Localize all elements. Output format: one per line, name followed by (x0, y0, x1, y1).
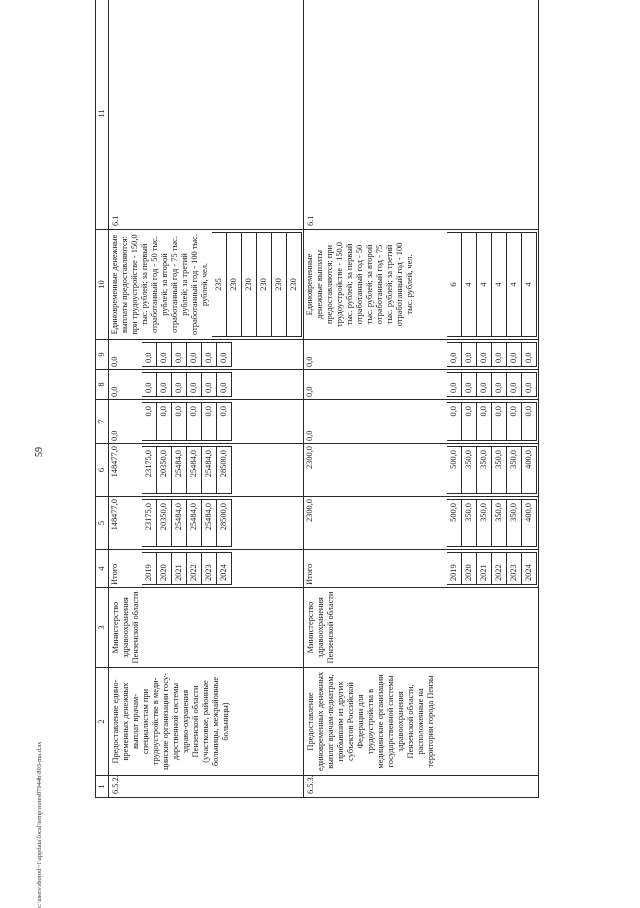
year-value: 2019 (142, 553, 157, 585)
col7-value: 0,0 (447, 403, 462, 441)
row-name: Предоставление единовременных денежных выплат врачам-педиатрам, прибывшим из других субъектов Российской Федерации для трудоустройства в медицинские организации государственной системы здравоохранения Пензенской области, расположенные на территории города Пензы (304, 668, 539, 776)
col8-value: 0,0 (142, 373, 157, 397)
indicator-ref: 6.1 (109, 0, 304, 230)
header-cell: 11 (96, 0, 109, 230)
col9-cell (304, 340, 539, 370)
total-col7: 0,0 (305, 430, 314, 441)
col6-value: 350,0 (462, 447, 477, 494)
col8-cell (304, 370, 539, 400)
col9-value: 0,0 (187, 343, 202, 367)
col8-value: 0,0 (492, 373, 507, 397)
indicator-ref: 6.1 (304, 0, 539, 230)
header-cell: 7 (96, 400, 109, 444)
indicator-value: 4 (507, 233, 522, 337)
total-col8: 0,0 (305, 386, 314, 397)
col5-value: 28500,0 (217, 500, 232, 547)
col8-cell (109, 370, 304, 400)
col5-value: 400,0 (522, 500, 537, 547)
col5-value: 350,0 (462, 500, 477, 547)
col9-value: 0,0 (477, 343, 492, 367)
col8-value: 0,0 (477, 373, 492, 397)
total-col5: 2300,0 (305, 499, 314, 523)
col7-value: 0,0 (157, 403, 172, 441)
indicator-value: 230 (227, 233, 242, 337)
indicator-value: 230 (272, 233, 287, 337)
header-cell: 8 (96, 370, 109, 400)
col6-cell (109, 444, 304, 497)
col6-cell (304, 444, 539, 497)
year-value: 2021 (172, 553, 187, 585)
col5-value: 25484,0 (202, 500, 217, 547)
year-cell (304, 550, 539, 588)
col7-value: 0,0 (142, 403, 157, 441)
header-cell: 9 (96, 340, 109, 370)
indicator-value: 4 (477, 233, 492, 337)
col9-value: 0,0 (217, 343, 232, 367)
header-cell: 6 (96, 444, 109, 497)
col8-value: 0,0 (187, 373, 202, 397)
row-description: Единовременные денежные выплаты предоставляются: при трудоустройстве - 150,0 тыс. рублей; за первый отработанный год - 50 тыс. рублей; за второй отработанный год - 75 тыс. рублей; за третий отработанный год - 100 тыс. рублей, чел. (305, 242, 414, 327)
col5-value: 500,0 (447, 500, 462, 547)
row-description: Единовременные денежные выплаты предоставляются: при трудоустройстве - 150,0 тыс. рублей; за первый отработанный год - 50 тыс. рублей; за второй отработанный год - 75 тыс. рублей; за третий отработанный год - 100 тыс. рублей, чел. (110, 234, 209, 335)
col6-value: 500,0 (447, 447, 462, 494)
rotated-table-container (95, 18, 585, 798)
year-value: 2022 (187, 553, 202, 585)
col7-value: 0,0 (477, 403, 492, 441)
total-col9: 0,0 (305, 356, 314, 367)
col7-value: 0,0 (507, 403, 522, 441)
col6-value: 350,0 (492, 447, 507, 494)
col6-value: 25484,0 (202, 447, 217, 494)
header-cell: 3 (96, 588, 109, 668)
year-value: 2024 (217, 553, 232, 585)
col9-value: 0,0 (522, 343, 537, 367)
table-row (109, 0, 304, 798)
col5-value: 350,0 (492, 500, 507, 547)
col9-value: 0,0 (157, 343, 172, 367)
indicator-value: 235 (212, 233, 227, 337)
col6-value: 350,0 (477, 447, 492, 494)
indicator-value: 4 (462, 233, 477, 337)
year-value: 2022 (492, 553, 507, 585)
col9-value: 0,0 (462, 343, 477, 367)
header-row (96, 0, 109, 798)
year-value: 2023 (202, 553, 217, 585)
indicator-value: 230 (257, 233, 272, 337)
col8-value: 0,0 (202, 373, 217, 397)
year-value: 2019 (447, 553, 462, 585)
header-cell: 1 (96, 776, 109, 798)
header-cell: 2 (96, 668, 109, 776)
col8-value: 0,0 (217, 373, 232, 397)
indicator-value: 230 (242, 233, 257, 337)
program-table (95, 0, 539, 798)
col5-value: 350,0 (507, 500, 522, 547)
table-row (304, 0, 539, 798)
col7-value: 0,0 (187, 403, 202, 441)
indicator-value: 230 (287, 233, 302, 337)
col5-value: 25484,0 (172, 500, 187, 547)
col7-value: 0,0 (202, 403, 217, 441)
header-cell: 4 (96, 550, 109, 588)
total-col6: 148477,0 (110, 446, 119, 478)
col6-value: 350,0 (507, 447, 522, 494)
col7-value: 0,0 (172, 403, 187, 441)
col9-value: 0,0 (492, 343, 507, 367)
total-label: Итого (305, 563, 314, 585)
year-value: 2023 (507, 553, 522, 585)
row-name: Предоставление едино-временных денежных выплат врачам-специалистам при трудоустройстве в меди-цинские организации госу-дарственной системы здраво-охранения Пензенской области (участковые, районные больницы, межрайонные больницы) (109, 668, 304, 776)
row-executor: Министерство здравоохранения Пензенской области (109, 588, 304, 668)
col8-value: 0,0 (157, 373, 172, 397)
indicator-value: 4 (492, 233, 507, 337)
col7-value: 0,0 (462, 403, 477, 441)
indicator-value: 4 (522, 233, 537, 337)
description-cell (304, 230, 539, 340)
header-cell: 10 (96, 230, 109, 340)
row-executor: Министерство здравоохранения Пензенской области (304, 588, 539, 668)
col7-cell (304, 400, 539, 444)
col8-value: 0,0 (447, 373, 462, 397)
col6-value: 25484,0 (172, 447, 187, 494)
col8-value: 0,0 (522, 373, 537, 397)
col5-value: 23175,0 (142, 500, 157, 547)
col7-value: 0,0 (492, 403, 507, 441)
year-value: 2021 (477, 553, 492, 585)
total-col8: 0,0 (110, 386, 119, 397)
col6-value: 20350,0 (157, 447, 172, 494)
total-col9: 0,0 (110, 356, 119, 367)
description-cell (109, 230, 304, 340)
indicator-value: 6 (447, 233, 462, 337)
header-cell: 5 (96, 497, 109, 550)
col8-value: 0,0 (507, 373, 522, 397)
col7-value: 0,0 (522, 403, 537, 441)
total-label: Итого (110, 563, 119, 585)
col9-cell (109, 340, 304, 370)
col7-value: 0,0 (217, 403, 232, 441)
col9-value: 0,0 (507, 343, 522, 367)
col9-value: 0,0 (447, 343, 462, 367)
col6-value: 23175,0 (142, 447, 157, 494)
year-cell (109, 550, 304, 588)
total-col5: 148477,0 (110, 499, 119, 531)
col6-value: 400,0 (522, 447, 537, 494)
row-code: 6.5.2. (109, 776, 304, 798)
col9-value: 0,0 (172, 343, 187, 367)
footer-file-path: c:\users\sborod~1\appdata\local\temp\notes87944b\803-ma.d.sx (36, 741, 43, 908)
page-number: 59 (34, 447, 45, 457)
col6-value: 25484,0 (187, 447, 202, 494)
year-value: 2024 (522, 553, 537, 585)
col9-value: 0,0 (142, 343, 157, 367)
col5-cell (304, 497, 539, 550)
year-value: 2020 (462, 553, 477, 585)
row-code: 6.5.3. (304, 776, 539, 798)
year-value: 2020 (157, 553, 172, 585)
col8-value: 0,0 (172, 373, 187, 397)
col9-value: 0,0 (202, 343, 217, 367)
col7-cell (109, 400, 304, 444)
total-col7: 0,0 (110, 430, 119, 441)
col8-value: 0,0 (462, 373, 477, 397)
total-col6: 2300,0 (305, 446, 314, 470)
col5-cell (109, 497, 304, 550)
col5-value: 20350,0 (157, 500, 172, 547)
col5-value: 25484,0 (187, 500, 202, 547)
col6-value: 28500,0 (217, 447, 232, 494)
col5-value: 350,0 (477, 500, 492, 547)
